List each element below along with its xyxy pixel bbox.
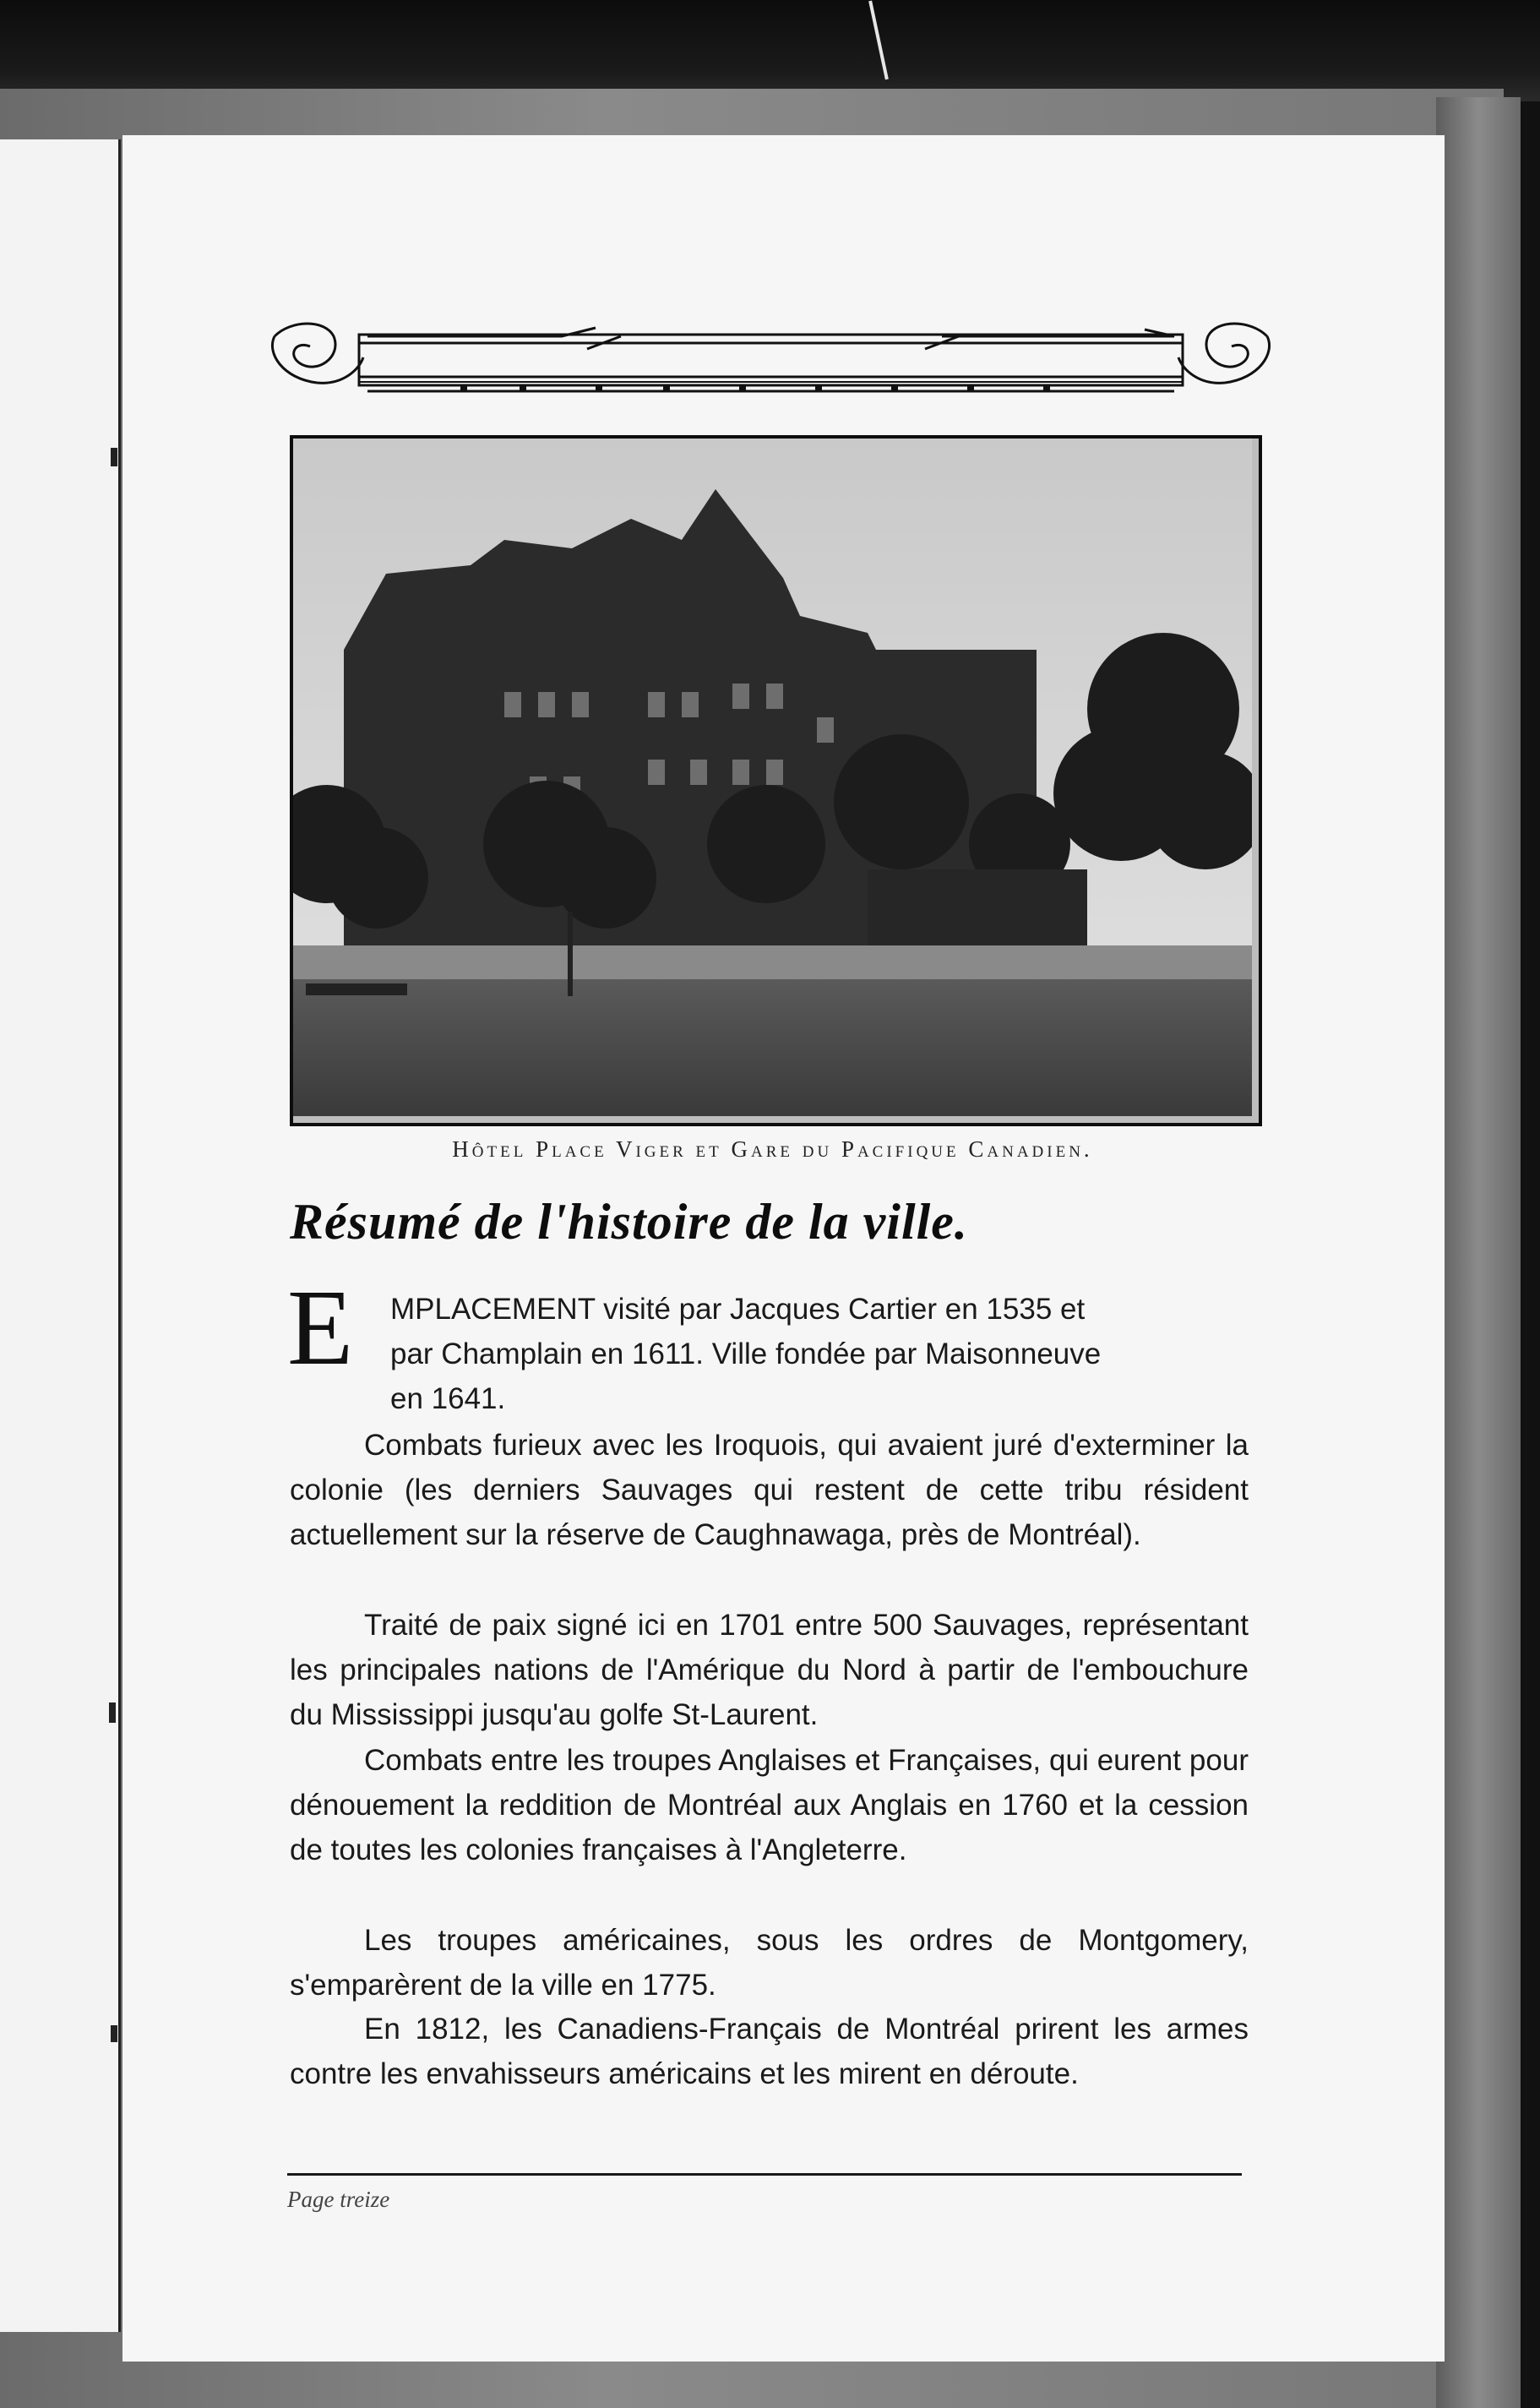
hotel-photograph: [290, 435, 1262, 1126]
footer-rule: [287, 2173, 1242, 2176]
drop-cap: E: [287, 1267, 354, 1387]
header-ornament: [266, 311, 1276, 408]
scan-background-top: [0, 0, 1540, 101]
paragraph-4: Combats entre les troupes Anglaises et Françaises, qui eurent pour dénouement la reddition de Montréal aux Anglais en 1760 et la cession de toutes les colonies françaises à l'Angleterre.: [290, 1744, 1249, 1866]
facing-page: [0, 139, 121, 2332]
paragraph-1-line-3: en 1641.: [390, 1382, 506, 1415]
paragraph-5: Les troupes américaines, sous les ordres de Montgomery, s'emparèrent de la ville en 1775.: [290, 1924, 1249, 2002]
paragraph-6: En 1812, les Canadiens-Français de Montréal prirent les armes contre les envahisseurs américains et les mirent en déroute.: [290, 2013, 1249, 2090]
paragraph-1-line-1: MPLACEMENT visité par Jacques Cartier en 1535 et: [390, 1293, 1086, 1326]
photo-caption: Hôtel Place Viger et Gare du Pacifique Canadien.: [452, 1136, 1093, 1162]
section-heading: Résumé de l'histoire de la ville.: [290, 1194, 968, 1250]
book-cover-edge: [1436, 97, 1521, 2408]
margin-mark: [111, 448, 117, 466]
paragraph-1-line-2: par Champlain en 1611. Ville fondée par Maisonneuve: [390, 1337, 1102, 1370]
paragraph-3: Traité de paix signé ici en 1701 entre 500 Sauvages, représentant les principales nations de l'Amérique du Nord à partir de l'embouchure du Mississippi jusqu'au golfe St-Laurent.: [290, 1609, 1249, 1731]
margin-mark: [111, 2025, 117, 2042]
page-number: Page treize: [287, 2187, 390, 2212]
margin-mark: [109, 1702, 116, 1723]
paragraph-2: Combats furieux avec les Iroquois, qui avaient juré d'exterminer la colonie (les derniers Sauvages qui restent de cette tribu résident actuellement sur la réserve de Caughnawaga, près de Montréal).: [290, 1429, 1249, 1551]
